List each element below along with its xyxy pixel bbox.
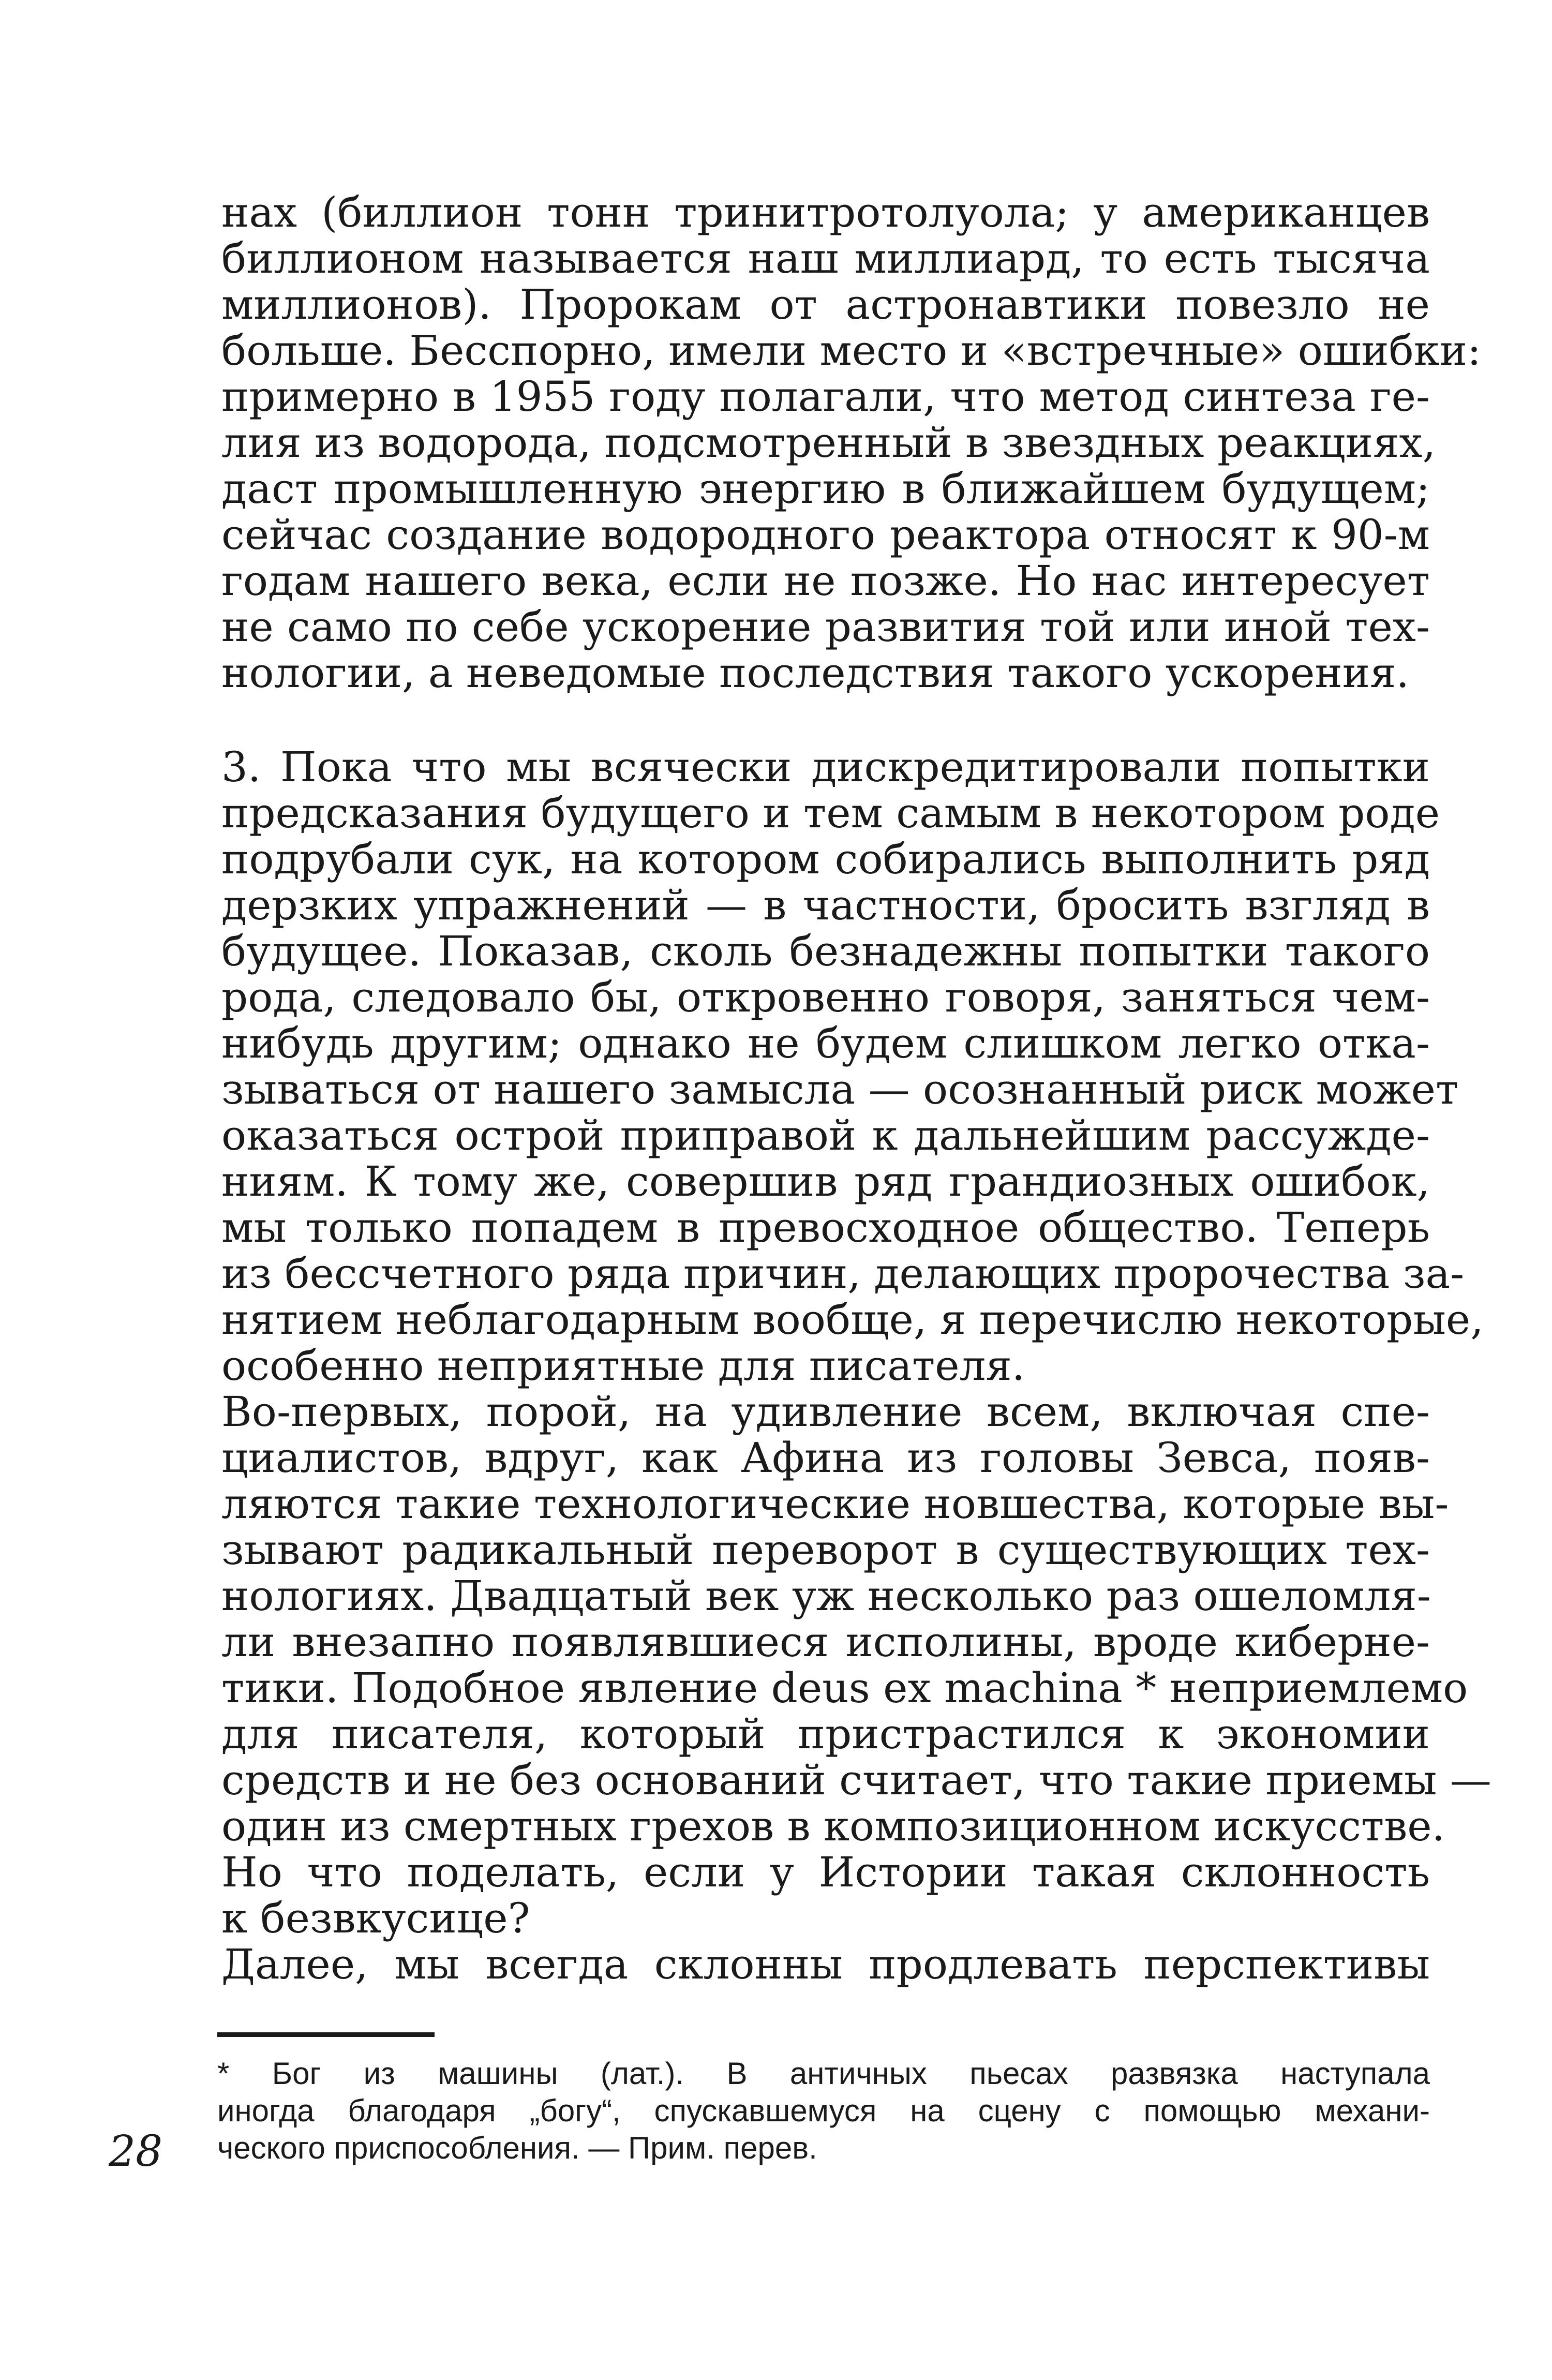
- text-line: будущее. Показав, сколь безнадежны попытки такого: [221, 927, 1430, 975]
- text-line: нологии, а неведомые последствия такого ускорения.: [221, 649, 1409, 697]
- text-line: средств и не без оснований считает, что такие приемы —: [221, 1756, 1491, 1804]
- text-line: к безвкусице?: [221, 1894, 530, 1942]
- text-line: Во-первых, порой, на удивление всем, включая спе-: [221, 1388, 1430, 1436]
- text-line: зывают радикальный переворот в существующих тех-: [221, 1526, 1430, 1574]
- section-gap: [221, 696, 1430, 744]
- text-line: ли внезапно появлявшиеся исполины, вроде киберне-: [221, 1618, 1430, 1666]
- text-line: даст промышленную энергию в ближайшем будущем;: [221, 465, 1430, 513]
- text-line: ляются такие технологические новшества, которые вы-: [221, 1480, 1449, 1528]
- text-line: предсказания будущего и тем самым в некотором роде: [221, 789, 1440, 837]
- text-line: миллионов). Пророкам от астронавтики повезло не: [221, 280, 1430, 329]
- page-number: 28: [109, 2127, 163, 2176]
- text-line: Но что поделать, если у Истории такая склонность: [221, 1848, 1430, 1896]
- text-line: примерно в 1955 году полагали, что метод синтеза ге-: [221, 373, 1430, 421]
- footnote: [217, 2055, 1430, 2167]
- text-line: не само по себе ускорение развития той или иной тех-: [221, 603, 1430, 651]
- text-line: 3. Пока что мы всячески дискредитировали попытки: [221, 743, 1430, 791]
- main-text: [221, 188, 1491, 1988]
- text-line: мы только попадем в превосходное общество. Теперь: [221, 1203, 1430, 1252]
- text-line: особенно неприятные для писателя.: [221, 1342, 1025, 1390]
- text-line: нах (биллион тонн тринитротолуола; у американцев: [221, 188, 1430, 236]
- text-line: подрубали сук, на котором собирались выполнить ряд: [221, 835, 1430, 883]
- text-line: больше. Бесспорно, имели место и «встречные» ошибки:: [221, 326, 1481, 375]
- text-line: нологиях. Двадцатый век уж несколько раз ошеломля-: [221, 1572, 1431, 1620]
- text-line: для писателя, который пристрастился к экономии: [221, 1710, 1430, 1758]
- text-line: нятием неблагодарным вообще, я перечислю некоторые,: [221, 1296, 1484, 1344]
- text-line: циалистов, вдруг, как Афина из головы Зевса, появ-: [221, 1434, 1430, 1482]
- footnote-line: иногда благодаря „богу“, спускавшемуся на сцену с помощью механи-: [217, 2093, 1430, 2128]
- text-line: зываться от нашего замысла — осознанный риск может: [221, 1065, 1459, 1113]
- footnote-line: ческого приспособления. — Прим. перев.: [217, 2131, 817, 2165]
- text-line: лия из водорода, подсмотренный в звездных реакциях,: [221, 419, 1436, 467]
- text-line: рода, следовало бы, откровенно говоря, заняться чем-: [221, 973, 1430, 1021]
- text-line: Далее, мы всегда склонны продлевать перспективы: [221, 1940, 1430, 1988]
- footnote-line: * Бог из машины (лат.). В античных пьесах развязка наступала: [217, 2056, 1430, 2091]
- footnote-divider: [217, 2032, 435, 2037]
- text-line: биллионом называется наш миллиард, то есть тысяча: [221, 234, 1430, 282]
- text-line: один из смертных грехов в композиционном искусстве.: [221, 1802, 1445, 1850]
- text-line: нибудь другим; однако не будем слишком легко отка-: [221, 1019, 1430, 1067]
- text-line: из бессчетного ряда причин, делающих пророчества за-: [221, 1250, 1465, 1298]
- text-line: оказаться острой приправой к дальнейшим рассужде-: [221, 1111, 1430, 1159]
- text-line: сейчас создание водородного реактора относят к 90-м: [221, 511, 1430, 559]
- text-line: дерзких упражнений — в частности, бросить взгляд в: [221, 881, 1430, 929]
- text-line: тики. Подобное явление deus ex machina * неприемлемо: [221, 1664, 1468, 1712]
- text-line: годам нашего века, если не позже. Но нас интересует: [221, 557, 1430, 605]
- text-line: ниям. К тому же, совершив ряд грандиозных ошибок,: [221, 1157, 1430, 1206]
